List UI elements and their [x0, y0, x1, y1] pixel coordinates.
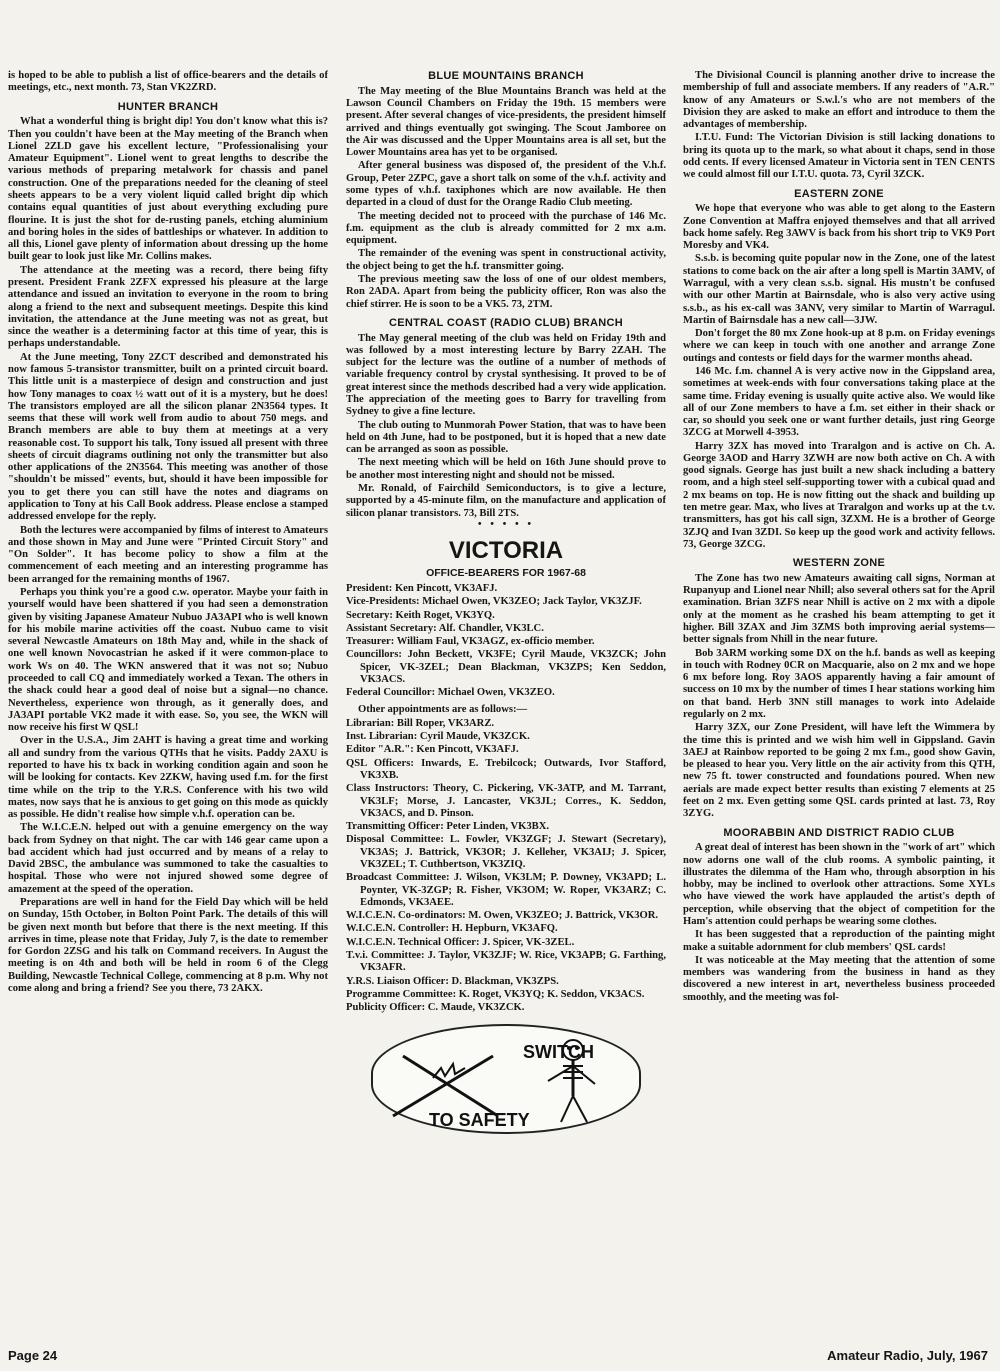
paragraph: The May general meeting of the club was held on Friday 19th and was followed by a most interesting lecture by Barry 2ZAH. The subject for the lecture was the outline of a number of methods of variable frequency control by crystal synthesising. It proved to be of great interest since the methods described had a very wide application. The appreciation of the meeting goes to Barry for travelling from Sydney to give a fine lecture.	[346, 332, 666, 418]
paragraph: Preparations are well in hand for the Field Day which will be held on Sunday, 15th October, in Bolton Point Park. The details of this will be given next month but before that there is the next meeting. If this arrives in time, please note that Friday, July 7, is the date to remember for Gordon 2ZSG and his talk on Command receivers. In August the meeting is on 4th and both will be held in room 6 of the Clegg Building, Newcastle Technical College, commencing at 8 p.m. Why not come along and bring a friend? See you there, 73 2AKX.	[8, 897, 328, 994]
page-number: Page 24	[8, 1348, 58, 1363]
column-left	[8, 70, 328, 1348]
list-item: Inst. Librarian: Cyril Maude, VK3ZCK.	[346, 731, 530, 743]
list-item: Disposal Committee: L. Fowler, VK3ZGF; J. Stewart (Secretary), VK3AS; J. Battrick, VK3OR; J. Kelleher, VK3AIJ; J. Spicer, VK3ZEL; T. Cuthbertson, VK3ZIQ.	[346, 834, 666, 870]
logo-text-top: SWITCH	[523, 1042, 594, 1063]
paragraph: It was noticeable at the May meeting that the attention of some members was wandering from the business in hand as they discovered a new interest in art, nevertheless business proceeded smoothly, and the meeting was fol-	[683, 954, 995, 1003]
list-item: Vice-Presidents: Michael Owen, VK3ZEO; Jack Taylor, VK3ZJF.	[346, 596, 642, 608]
section-heading-central-coast: CENTRAL COAST (RADIO CLUB) BRANCH	[389, 316, 623, 329]
paragraph: A great deal of interest has been shown in the "work of art" which now adorns one wall of the club rooms. A symbolic painting, it illustrates the dilemma of the Ham who, through absorption in his hobby, may be inclined to overlook other attractions. Some XYLs who have viewed the work have applauded the artist's depth of perception, while observing that the object of competition for the Ham's attention could perhaps be wearing some clothes.	[683, 842, 995, 927]
section-heading-hunter-branch: HUNTER BRANCH	[117, 100, 219, 113]
list-item: Assistant Secretary: Alf. Chandler, VK3LC.	[346, 622, 544, 634]
list-item: QSL Officers: Inwards, E. Trebilcock; Outwards, Ivor Stafford, VK3XB.	[346, 757, 666, 781]
skeleton-switch-icon	[373, 1026, 639, 1132]
section-heading-blue-mountains: BLUE MOUNTAINS BRANCH	[428, 70, 584, 82]
list-item: Secretary: Keith Roget, VK3YQ.	[346, 609, 495, 621]
paragraph: The Zone has two new Amateurs awaiting call signs, Norman at Rupanyup and Lionel near Nhill; also several others sat for the April examination. Brian 3ZFS near Nhill is active on 2 mx with a dipole only at the moment as he crashed his beam attempting to get it higher. Bill 3ZAX and Jim 3ZMS both improving aerial systems—better signals from Nhill in the near future.	[683, 572, 995, 646]
section-divider: • • • • •	[477, 518, 535, 530]
section-heading-western-zone: WESTERN ZONE	[792, 557, 886, 570]
paragraph: It has been suggested that a reproduction of the painting might make a suitable adornment for club members' QSL cards!	[683, 929, 995, 953]
publication-footer: Amateur Radio, July, 1967	[827, 1348, 988, 1363]
column-right	[683, 70, 995, 1348]
list-item: T.v.i. Committee: J. Taylor, VK3ZJF; W. Rice, VK3APB; G. Farthing, VK3AFR.	[346, 949, 666, 974]
switch-to-safety-logo	[371, 1024, 641, 1134]
list-item: Federal Councillor: Michael Owen, VK3ZEO.	[346, 687, 555, 699]
paragraph: Both the lectures were accompanied by films of interest to Amateurs and those shown in May and June were "Printed Circuit Story" and "On Solder". It has become policy to show a film at the commencement of each meeting and an interesting programme has been arranged for the remaining months of 1967.	[8, 524, 328, 585]
paragraph: The May meeting of the Blue Mountains Branch was held at the Lawson Council Chambers on Friday the 19th. 15 members were present. After several changes of vice-presidents, the president himself arrived and things eventually got swinging. The Scout Jamboree on the Air was discussed and the Upper Mountains area is all set, but the Lower Mountains area has yet to be organised.	[346, 85, 666, 159]
section-heading-victoria: VICTORIA	[448, 537, 564, 565]
paragraph: is hoped to be able to publish a list of office-bearers and the details of meetings, etc., next month. 73, Stan VK2ZRD.	[8, 70, 328, 94]
list-item: President: Ken Pincott, VK3AFJ.	[346, 583, 498, 595]
subheading-office-bearers: OFFICE-BEARERS FOR 1967-68	[426, 566, 586, 579]
section-heading-eastern-zone: EASTERN ZONE	[794, 187, 884, 200]
list-item: Transmitting Officer: Peter Linden, VK3BX.	[346, 821, 550, 833]
paragraph: S.s.b. is becoming quite popular now in the Zone, one of the latest stations to come back on the air after a long spell is Martin 3AMV, of Warragul, with a very clean s.s.b. signal. His mustn't be confused with our other Martin at Bairnsdale, who is also very active using s.s.b., as his ex-call was 3ANV, very similar to Martin of Warragul. Martin of Bairnsdale has a new call—3JW.	[683, 253, 995, 326]
paragraph: After general business was disposed of, the president of the V.h.f. Group, Peter 2ZPC, gave a short talk on some of the v.h.f. activity and some types of v.h.f. taxiphones which are now available. He then departed in a cloud of dust for the Orange Radio Club meeting.	[346, 160, 666, 209]
paragraph: At the June meeting, Tony 2ZCT described and demonstrated his now famous 5-transistor transmitter, built on a printed circuit board. This little unit is a masterpiece of design and construction and just how Tony manages to coax ½ watt out of it is a mystery, but he does! The transistors employed are all the silicon planar 2N3564 types. It seems that these will work well from audio to about 750 megs. and Branch members are able to buy them at meetings at a very reasonable cost. To support his talk, Tony issued all present with three sheets of circuit diagrams outlining not only the transmitter but also other applications of the 2N3564. This meeting was another of those "shouldn't be missed" events, but, should it have been impossible for you to get there you can still have the notes and diagrams on application to Tony at his Call Book address. Please enclose a stamped addressed envelope for the reply.	[8, 351, 328, 523]
paragraph: The club outing to Munmorah Power Station, that was to have been held on 4th June, had to be postponed, but it is hoped that a new date can be arranged as soon as possible.	[346, 419, 666, 456]
paragraph: Harry 3ZX, our Zone President, will have left the Wimmera by the time this is printed and we wish him well in Gippsland. Gavin 3AEJ at Rainbow reported to be going 2 mx f.m., good show Gavin, be pleased to hear you. Very little on the air activity from this QTH, new 75 ft. tower constructed and foundations poured. When new aerials are made expect better results than existing 7 elements at 25 feet on 2 mx. Even getting some QSL cards printed at last. 73, Roy 3ZYG.	[683, 722, 995, 820]
paragraph: We hope that everyone who was able to get along to the Eastern Zone Convention at Maffra enjoyed themselves and that all arrived back home safely. Reg 3AWV is back from his short trip to VK9 Port Moresby and VK4.	[683, 203, 995, 252]
list-item: W.I.C.E.N. Controller: H. Hepburn, VK3AFQ.	[346, 923, 558, 935]
paragraph: The Divisional Council is planning another drive to increase the membership of full and associate members. If any readers of "A.R." know of any Amateurs or S.w.l.'s who are not members of the Division they are asked to make an effort and introduce to them the advantages of membership.	[683, 70, 995, 131]
paragraph: 146 Mc. f.m. channel A is very active now in the Gippsland area, sometimes at week-ends with four conversations taking place at the same time. Friday evening is usually quite active also. We would like all of our Zone members to have a f.m. set either in their shack or car, so should you seek one or want further details, just ring George 3ZCG at Morwell 4-3953.	[683, 365, 995, 439]
paragraph: I.T.U. Fund: The Victorian Division is still lacking donations to bring its quota up to the mark, so what about it chaps, send in those odd cents. If every licensed Amateur in Victoria sent in TEN CENTS we could almost fill our I.T.U. quota. 73, Cyril 3ZCK.	[683, 132, 995, 181]
paragraph: The W.I.C.E.N. helped out with a genuine emergency on the way back from Sydney on that night. The car with 146 gear came upon a bad accident which had just occurred and by means of a relay to David 2BSC, the ambulance was summoned to take the casualties to hospital. Those who were not injured showed some degree of amazement at the speed of the operation.	[8, 822, 328, 895]
list-item: Editor "A.R.": Ken Pincott, VK3AFJ.	[346, 744, 519, 756]
paragraph: The attendance at the meeting was a record, there being fifty present. President Frank 2ZFX expressed his pleasure at the large attendance and issued an invitation to everyone in the room to bring along a friend to the next and subsequent meetings. Despite this kind invitation, the attendance at the June meeting was not as great, but since the weather is a determining factor at this time of year, this is perhaps understandable.	[8, 264, 328, 350]
list-item: Broadcast Committee: J. Wilson, VK3LM; P. Downey, VK3APD; L. Poynter, VK-3ZGP; R. Fisher, VK3OM; W. Roper, VK3ARZ; C. Edmonds, VK3AEE.	[346, 872, 666, 908]
list-item: Librarian: Bill Roper, VK3ARZ.	[346, 717, 495, 729]
paragraph: The meeting decided not to proceed with the purchase of 146 Mc. f.m. equipment as the club is already committed for 2 mx a.m. equipment.	[346, 210, 666, 247]
paragraph: Perhaps you think you're a good c.w. operator. Maybe your faith in yourself would have been shattered if you had seen a demonstration given by visiting Japanese Amateur Nubuo JA3API who is well known for his mobile marine activities off the coast. Nubuo came to visit several Newcastle Amateurs on 18th May and, while in the shack of one well known Novocastrian he asked if it were common-place to work Ws on 40. The WKN answered that it was not so; Nubuo proceeded to call CQ and immediately worked a Texan. The others in the shack could hear a good deal of noise but a signal—no chance. Nevertheless, experience won through, as it generally does, and JA3API portable VK2 made it with ease. So, you see, the WKN will now receive his first W QSL!	[8, 587, 328, 734]
officers-list	[346, 583, 666, 700]
list-item: Y.R.S. Liaison Officer: D. Blackman, VK3ZPS.	[346, 975, 559, 987]
list-item: Councillors: John Beckett, VK3FE; Cyril Maude, VK3ZCK; John Spicer, VK-3ZEL; Dean Blackman, VK3ZPS; Ken Seddon, VK3ACS.	[346, 649, 666, 686]
section-heading-moorabbin: MOORABBIN AND DISTRICT RADIO CLUB	[723, 826, 955, 839]
list-item: Treasurer: William Faul, VK3AGZ, ex-officio member.	[346, 636, 595, 648]
paragraph: The remainder of the evening was spent in constructional activity, the object being to get the h.f. transmitter going.	[346, 248, 666, 272]
paragraph: The previous meeting saw the loss of one of our oldest members, Ron 2ADA. Apart from being the publicity officer, Ron was also the chief stirrer. He is soon to be a VK5. 73, 2TM.	[346, 273, 666, 310]
list-item: Programme Committee: K. Roget, VK3YQ; K. Seddon, VK3ACS.	[346, 988, 645, 1000]
logo-text-bottom: TO SAFETY	[429, 1110, 530, 1131]
list-item: Publicity Officer: C. Maude, VK3ZCK.	[346, 1002, 525, 1014]
appointments-list	[346, 718, 666, 1014]
column-middle	[346, 70, 666, 1348]
paragraph: Don't forget the 80 mx Zone hook-up at 8 p.m. on Friday evenings where we can keep in touch with one another and arrange Zone outings and contests or field days for the warmer months ahead.	[683, 328, 995, 364]
paragraph: Over in the U.S.A., Jim 2AHT is having a great time and working all and sundry from the various QTHs that he visits. Paddy 2AXU is reported to have his tx back in working condition again and soon he will be looking for contacts. Kev 2ZKW, having used f.m. for the first time while on the trip to the Y.R.S. Conference with his two wild mates, now says that he is anxious to get going on this mode as quickly as possible. He didn't realise how simple v.h.f. operation can be.	[8, 735, 328, 821]
paragraph: Bob 3ARM working some DX on the h.f. bands as well as keeping in touch with Rodney 0CR on Macquarie, also on 2 mx and we hope 6 mx before long. Roy 3AOS apparently having a fair amount of success on 10 mx by the number of times I hear stations working him on that band. Herb 3NN still manages to work into Adelaide regularly on 2 mx.	[683, 647, 995, 720]
paragraph: Other appointments are as follows:—	[358, 703, 528, 715]
paragraph: What a wonderful thing is bright dip! You don't know what this is? Then you couldn't have been at the May meeting of the Branch when Lionel 2ZLD gave his excellent lecture, "Professionalising your Amateur Equipment". Lionel went to great lengths to describe the various methods of preparing metalwork for chassis and panel construction. One of the preparations needed for the cleaning of steel sheets appears to be a very violent liquid called bright dip which contains equal quantities of just about everything excluding pure flourine. It is just the shot for de-rusting panels, etching aluminium and boring holes in the sides of battleships or whatever. In addition to all this, Lionel gave plenty of information about dressing up the home built gear to look just like Mr. Collins makes.	[8, 116, 328, 263]
paragraph: Harry 3ZX has moved into Traralgon and is active on Ch. A. George 3AOD and Harry 3ZWH are now both active on Ch. A with good signals. George has just built a new shack including a battery room, and a high steel self-supporting tower with a cubical quad and 2 mx beams on top. He is now fitting out the shack and building up ten metre gear. Max, who lives at Traralgon and works up at the t.v. transmitters, has got his call sign, 3ZXM. He is a brother of George 3ZJQ and Ivan 3ZDI. So keep up the good work and activity fellows. 73, George 3ZCG.	[683, 440, 995, 550]
list-item: W.I.C.E.N. Co-ordinators: M. Owen, VK3ZEO; J. Battrick, VK3OR.	[346, 910, 659, 922]
paragraph: Mr. Ronald, of Fairchild Semiconductors, is to give a lecture, supported by a 45-minute film, on the manufacture and application of silicon planar transistors. 73, Bill 2TS.	[346, 482, 666, 519]
paragraph: The next meeting which will be held on 16th June should prove to be another most interesting night and should not be missed.	[346, 457, 666, 481]
list-item: Class Instructors: Theory, C. Pickering, VK-3ATP, and M. Tarrant, VK3LF; Morse, J. Lancaster, VK3JL; Corres., K. Seddon, VK3ACS, and D. Pinson.	[346, 783, 666, 819]
list-item: W.I.C.E.N. Technical Officer: J. Spicer, VK-3ZEL.	[346, 936, 575, 948]
